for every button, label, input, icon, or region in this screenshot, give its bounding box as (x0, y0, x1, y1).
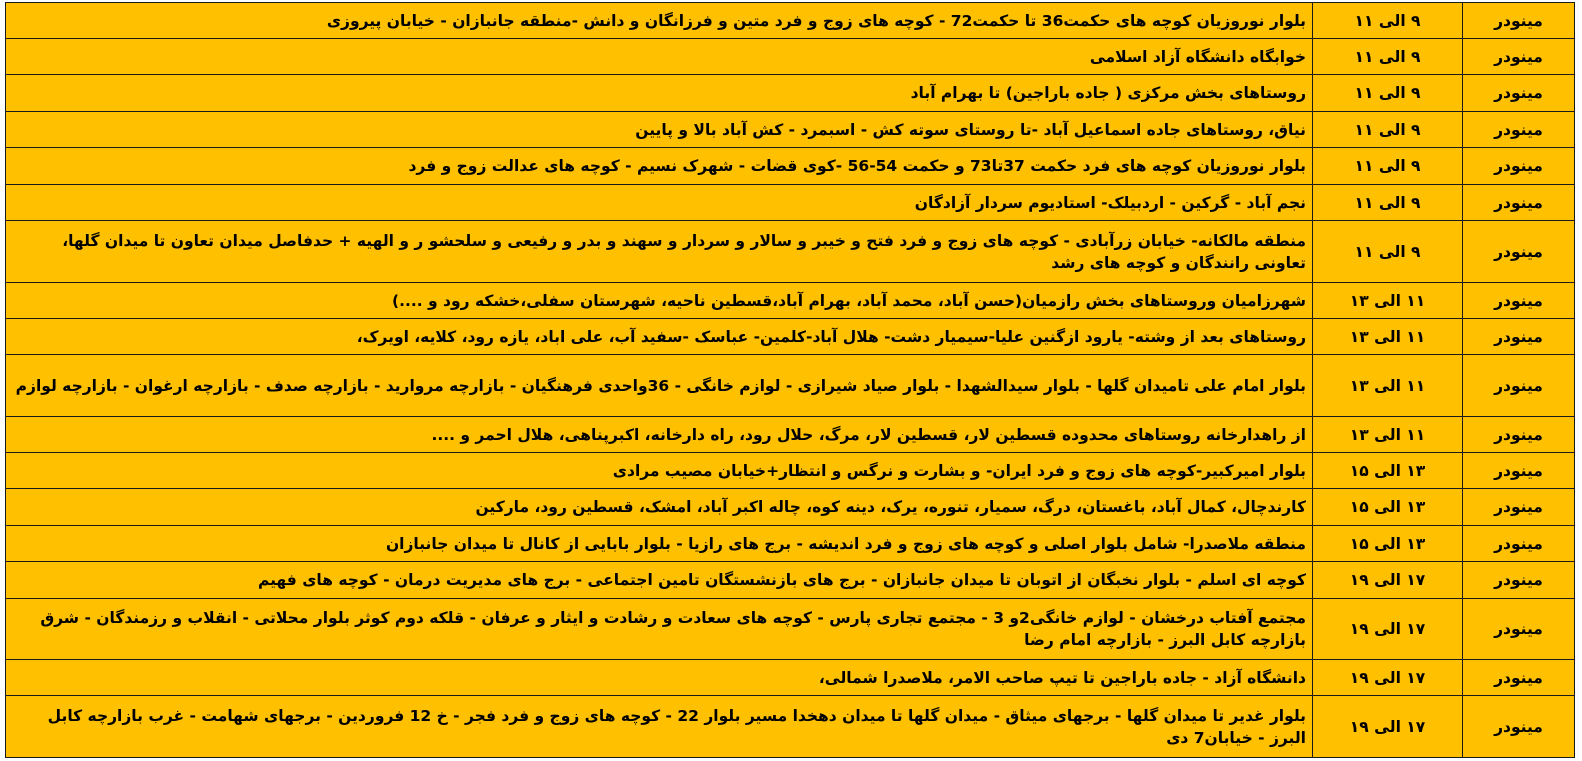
table-row (6, 660, 1575, 696)
area-cell[interactable]: کارندچال، کمال آباد، باغستان، درگ، سمیار، تنوره، یرک، دینه کوه، چاله اکبر آباد، امشک، قسطین رود، مارکین (6, 489, 1313, 526)
time-range-cell[interactable]: ۱۱ الی ۱۳ (1313, 417, 1463, 453)
area-cell[interactable]: روستاهای بخش مرکزی ( جاده باراجین) تا بهرام آباد (6, 75, 1313, 112)
company-cell[interactable]: مینودر (1463, 453, 1575, 489)
time-range-cell[interactable]: ۱۷ الی ۱۹ (1313, 599, 1463, 660)
table-row (6, 148, 1575, 185)
company-cell[interactable]: مینودر (1463, 355, 1575, 417)
area-cell[interactable]: شهرزامیان وروستاهای بخش رازمیان(حسن آباد، محمد آباد، بهرام آباد،قسطین ناحیه، شهرستان سفلی،خشکه رود و ....) (6, 283, 1313, 319)
area-cell[interactable]: منطقه مالکانه- خیابان زرآبادی - کوچه های زوج و فرد فتح و خیبر و سالار و سردار و سهند و بدر و رفیعی و سلحشو ر و الهیه + حدفاصل میدان تعاون تا میدان گلها، تعاونی رانندگان و کوچه های رشد (6, 221, 1313, 283)
company-cell[interactable]: مینودر (1463, 660, 1575, 696)
area-cell[interactable]: بلوار غدیر تا میدان گلها - برجهای میثاق - میدان گلها تا میدان دهخدا مسیر بلوار 22 - کوچه های زوج و فرد فجر - خ 12 فروردین - برجهای شهامت - غرب بازارچه کابل البرز - خیابان7 دی (6, 696, 1313, 758)
company-cell[interactable]: مینودر (1463, 526, 1575, 562)
time-range-cell[interactable]: ۹ الی ۱۱ (1313, 112, 1463, 148)
company-cell[interactable]: مینودر (1463, 489, 1575, 526)
area-cell[interactable]: روستاهای بعد از وشته- یارود ازگنین علیا-سیمیار دشت- هلال آباد-کلمین- عباسک -سفید آب، علی اباد، یازه رود، کلایه، اویرک، (6, 319, 1313, 355)
area-cell[interactable]: بلوار نوروزیان کوچه های فرد حکمت 37تا73 و حکمت 54-56 -کوی قضات - شهرک نسیم - کوچه های عدالت زوج و فرد (6, 148, 1313, 185)
area-cell[interactable]: بلوار نوروزیان کوچه های حکمت36 تا حکمت72 - کوچه های زوج و فرد متین و فرزانگان و دانش -منطقه جانبازان - خیابان پیروزی (6, 3, 1313, 39)
area-cell[interactable]: بلوار امیرکبیر-کوچه های زوج و فرد ایران- و بشارت و نرگس و انتظار+خیابان مصیب مرادی (6, 453, 1313, 489)
company-cell[interactable]: مینودر (1463, 319, 1575, 355)
company-cell[interactable]: مینودر (1463, 112, 1575, 148)
company-cell[interactable]: مینودر (1463, 185, 1575, 221)
table-row (6, 526, 1575, 562)
table-row (6, 696, 1575, 758)
area-cell[interactable]: مجتمع آفتاب درخشان - لوازم خانگی2و 3 - مجتمع تجاری پارس - کوچه های سعادت و رشادت و ایثار و عرفان - قلکه دوم کوثر بلوار محلاتی - انقلاب و رزمندگان - شرق بازارچه کابل البرز - بازارچه امام رضا (6, 599, 1313, 660)
company-cell[interactable]: مینودر (1463, 148, 1575, 185)
table-row (6, 221, 1575, 283)
time-range-cell[interactable]: ۱۳ الی ۱۵ (1313, 453, 1463, 489)
time-range-cell[interactable]: ۱۱ الی ۱۳ (1313, 355, 1463, 417)
area-cell[interactable]: منطقه ملاصدرا- شامل بلوار اصلی و کوچه های زوج و فرد اندیشه - برج های رازیا - بلوار بابایی از کانال تا میدان جانبازان (6, 526, 1313, 562)
table-row (6, 599, 1575, 660)
table-row (6, 283, 1575, 319)
time-range-cell[interactable]: ۹ الی ۱۱ (1313, 3, 1463, 39)
company-cell[interactable]: مینودر (1463, 696, 1575, 758)
area-cell[interactable]: نجم آباد - گرکین - اردبیلک- استادیوم سردار آزادگان (6, 185, 1313, 221)
table-row (6, 355, 1575, 417)
area-cell[interactable]: کوچه ای اسلم - بلوار نخبگان از اتوبان تا میدان جانبازان - برج های بازنشستگان تامین اجتماعی - برج های مدیریت درمان - کوچه های فهیم (6, 562, 1313, 599)
table-row (6, 453, 1575, 489)
time-range-cell[interactable]: ۹ الی ۱۱ (1313, 39, 1463, 75)
area-cell[interactable]: خوابگاه دانشگاه آزاد اسلامی (6, 39, 1313, 75)
company-cell[interactable]: مینودر (1463, 562, 1575, 599)
time-range-cell[interactable]: ۹ الی ۱۱ (1313, 221, 1463, 283)
table-row (6, 112, 1575, 148)
time-range-cell[interactable]: ۱۷ الی ۱۹ (1313, 660, 1463, 696)
time-range-cell[interactable]: ۱۱ الی ۱۳ (1313, 319, 1463, 355)
table-row (6, 319, 1575, 355)
outage-schedule-table (5, 2, 1575, 758)
time-range-cell[interactable]: ۹ الی ۱۱ (1313, 185, 1463, 221)
table-row (6, 39, 1575, 75)
time-range-cell[interactable]: ۱۷ الی ۱۹ (1313, 562, 1463, 599)
table-body (6, 3, 1575, 758)
table-row (6, 185, 1575, 221)
area-cell[interactable]: بلوار امام علی تامیدان گلها - بلوار سیدالشهدا - بلوار صیاد شیرازی - لوازم خانگی - 36واحدی فرهنگیان - بازارچه مروارید - بازارچه صدف - بازارچه ارغوان - بازارچه لوازم (6, 355, 1313, 417)
table-row (6, 417, 1575, 453)
time-range-cell[interactable]: ۱۳ الی ۱۵ (1313, 489, 1463, 526)
company-cell[interactable]: مینودر (1463, 221, 1575, 283)
area-cell[interactable]: نیاق، روستاهای جاده اسماعیل آباد -تا روستای سوته کش - اسبمرد - کش آباد بالا و پایین (6, 112, 1313, 148)
company-cell[interactable]: مینودر (1463, 283, 1575, 319)
company-cell[interactable]: مینودر (1463, 599, 1575, 660)
time-range-cell[interactable]: ۱۱ الی ۱۳ (1313, 283, 1463, 319)
table-row (6, 562, 1575, 599)
time-range-cell[interactable]: ۱۳ الی ۱۵ (1313, 526, 1463, 562)
company-cell[interactable]: مینودر (1463, 39, 1575, 75)
company-cell[interactable]: مینودر (1463, 3, 1575, 39)
time-range-cell[interactable]: ۹ الی ۱۱ (1313, 75, 1463, 112)
area-cell[interactable]: از راهدارخانه روستاهای محدوده قسطین لار، قسطین لار، مرگ، حلال رود، راه دارخانه، اکبرپناهی، هلال احمر و .... (6, 417, 1313, 453)
company-cell[interactable]: مینودر (1463, 417, 1575, 453)
table-row (6, 75, 1575, 112)
table-row (6, 3, 1575, 39)
time-range-cell[interactable]: ۱۷ الی ۱۹ (1313, 696, 1463, 758)
area-cell[interactable]: دانشگاه آزاد - جاده باراجین تا تیپ صاحب الامر، ملاصدرا شمالی، (6, 660, 1313, 696)
time-range-cell[interactable]: ۹ الی ۱۱ (1313, 148, 1463, 185)
table-row (6, 489, 1575, 526)
company-cell[interactable]: مینودر (1463, 75, 1575, 112)
